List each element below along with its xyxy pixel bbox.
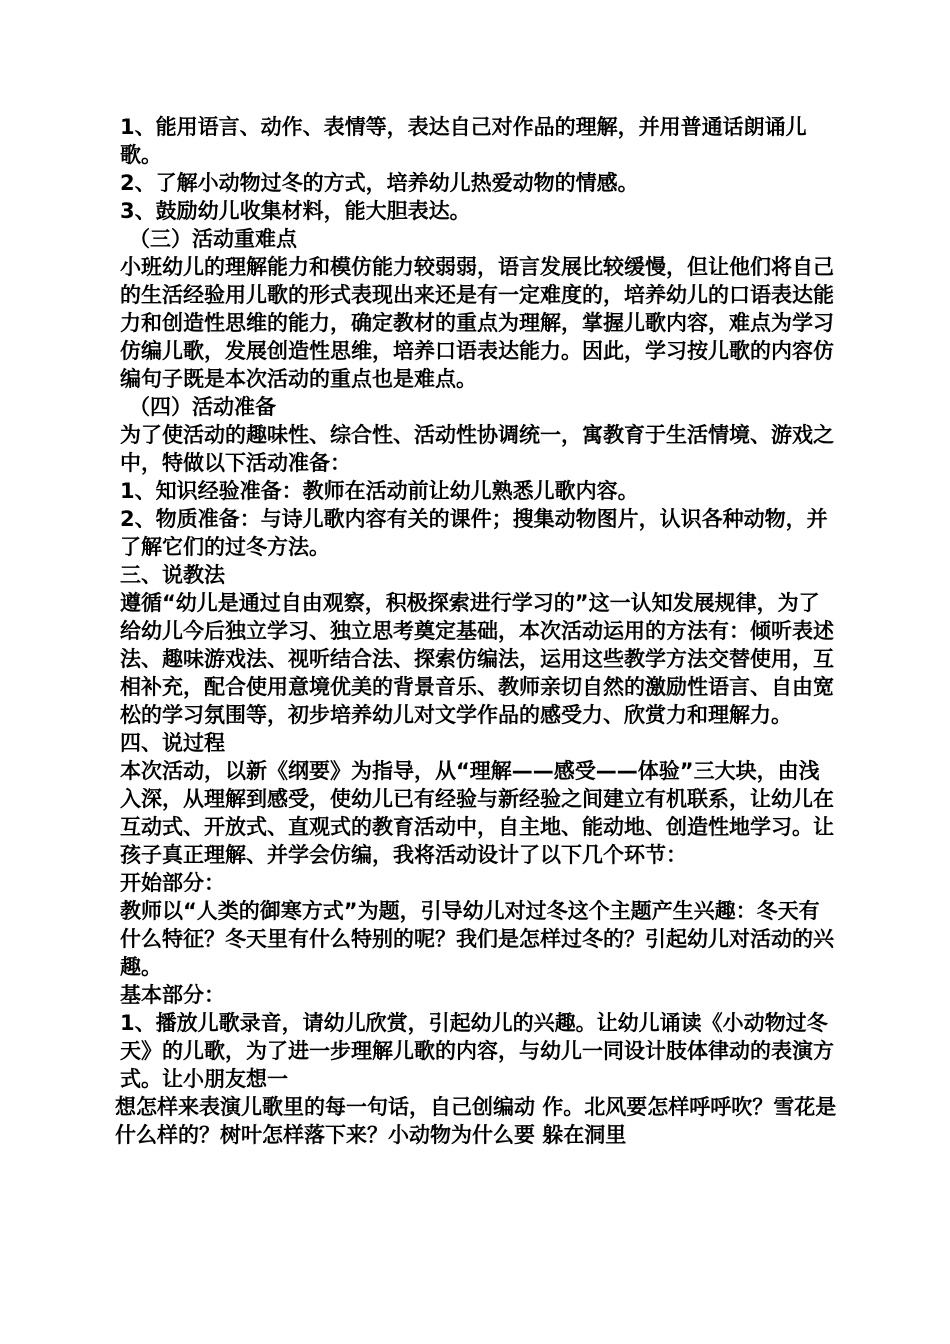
section-heading-key-points: （三）活动重难点: [129, 227, 297, 251]
goal-2: 2、了解小动物过冬的方式，培养幼儿热爱动物的情感。: [120, 171, 639, 195]
teaching-methods-paragraph: 遵循“幼儿是通过自由观察，积极探索进行学习的”这一认知发展规律，为了给幼儿今后独立学习、独立思考奠定基础，本次活动运用的方法有：倾听表述法、趣味游戏法、视听结合法、探索仿编法，运用这些教学方法交替使用，互相补充，配合使用意境优美的背景音乐、教师亲切自然的激励性语言、自由宽松的学习氛围等，初步培养幼儿对文学作品的感受力、欣赏力和理解力。: [120, 591, 834, 727]
process-intro-paragraph: 本次活动，以新《纲要》为指导，从“理解——感受——体验”三大块，由浅入深，从理解到感受，使幼儿已有经验与新经验之间建立有机联系，让幼儿在互动式、开放式、直观式的教育活动中，自主地、能动地、创造性地学习。让孩子真正理解、并学会仿编，我将活动设计了以下几个环节：: [120, 759, 834, 867]
basic-step-1-continued: 想怎样来表演儿歌里的每一句话，自己创编动 作。北风要怎样呼呼吹？雪花是什么样的？树叶怎样落下来？小动物为什么要 躲在洞里: [115, 1095, 837, 1147]
opening-paragraph: 教师以“人类的御寒方式”为题，引导幼儿对过冬这个主题产生兴趣：冬天有什么特征？冬天里有什么特别的呢？我们是怎样过冬的？引起幼儿对活动的兴趣。: [120, 899, 834, 979]
document-page: [115, 113, 837, 1149]
section-heading-preparation: （四）活动准备: [129, 395, 276, 419]
preparation-intro: 为了使活动的趣味性、综合性、活动性协调统一，寓教育于生活情境、游戏之中，特做以下活动准备：: [120, 423, 834, 475]
preparation-item-2: 2、物质准备：与诗儿歌内容有关的课件；搜集动物图片，认识各种动物，并了解它们的过冬方法。: [120, 507, 828, 559]
key-points-paragraph: 小班幼儿的理解能力和模仿能力较弱弱，语言发展比较缓慢，但让他们将自己的生活经验用儿歌的形式表现出来还是有一定难度的，培养幼儿的口语表达能力和创造性思维的能力，确定教材的重点为理解，掌握儿歌内容，难点为学习仿编儿歌，发展创造性思维，培养口语表达能力。因此，学习按儿歌的内容仿编句子既是本次活动的重点也是难点。: [120, 255, 834, 391]
goal-3: 3、鼓励幼儿收集材料，能大胆表达。: [120, 199, 471, 223]
section-heading-teaching-methods: 三、说教法: [120, 563, 225, 587]
goal-1: 1、能用语言、动作、表情等，表达自己对作品的理解，并用普通话朗诵儿歌。: [120, 115, 807, 167]
subheading-basic: 基本部分：: [120, 983, 225, 1007]
section-heading-process: 四、说过程: [120, 731, 225, 755]
subheading-opening: 开始部分：: [120, 871, 225, 895]
preparation-item-1: 1、知识经验准备：教师在活动前让幼儿熟悉儿歌内容。: [120, 479, 639, 503]
basic-step-1: 1、播放儿歌录音，请幼儿欣赏，引起幼儿的兴趣。让幼儿诵读《小动物过冬天》的儿歌，为了进一步理解儿歌的内容，与幼儿一同设计肢体律动的表演方式。让小朋友想一: [120, 1011, 834, 1091]
